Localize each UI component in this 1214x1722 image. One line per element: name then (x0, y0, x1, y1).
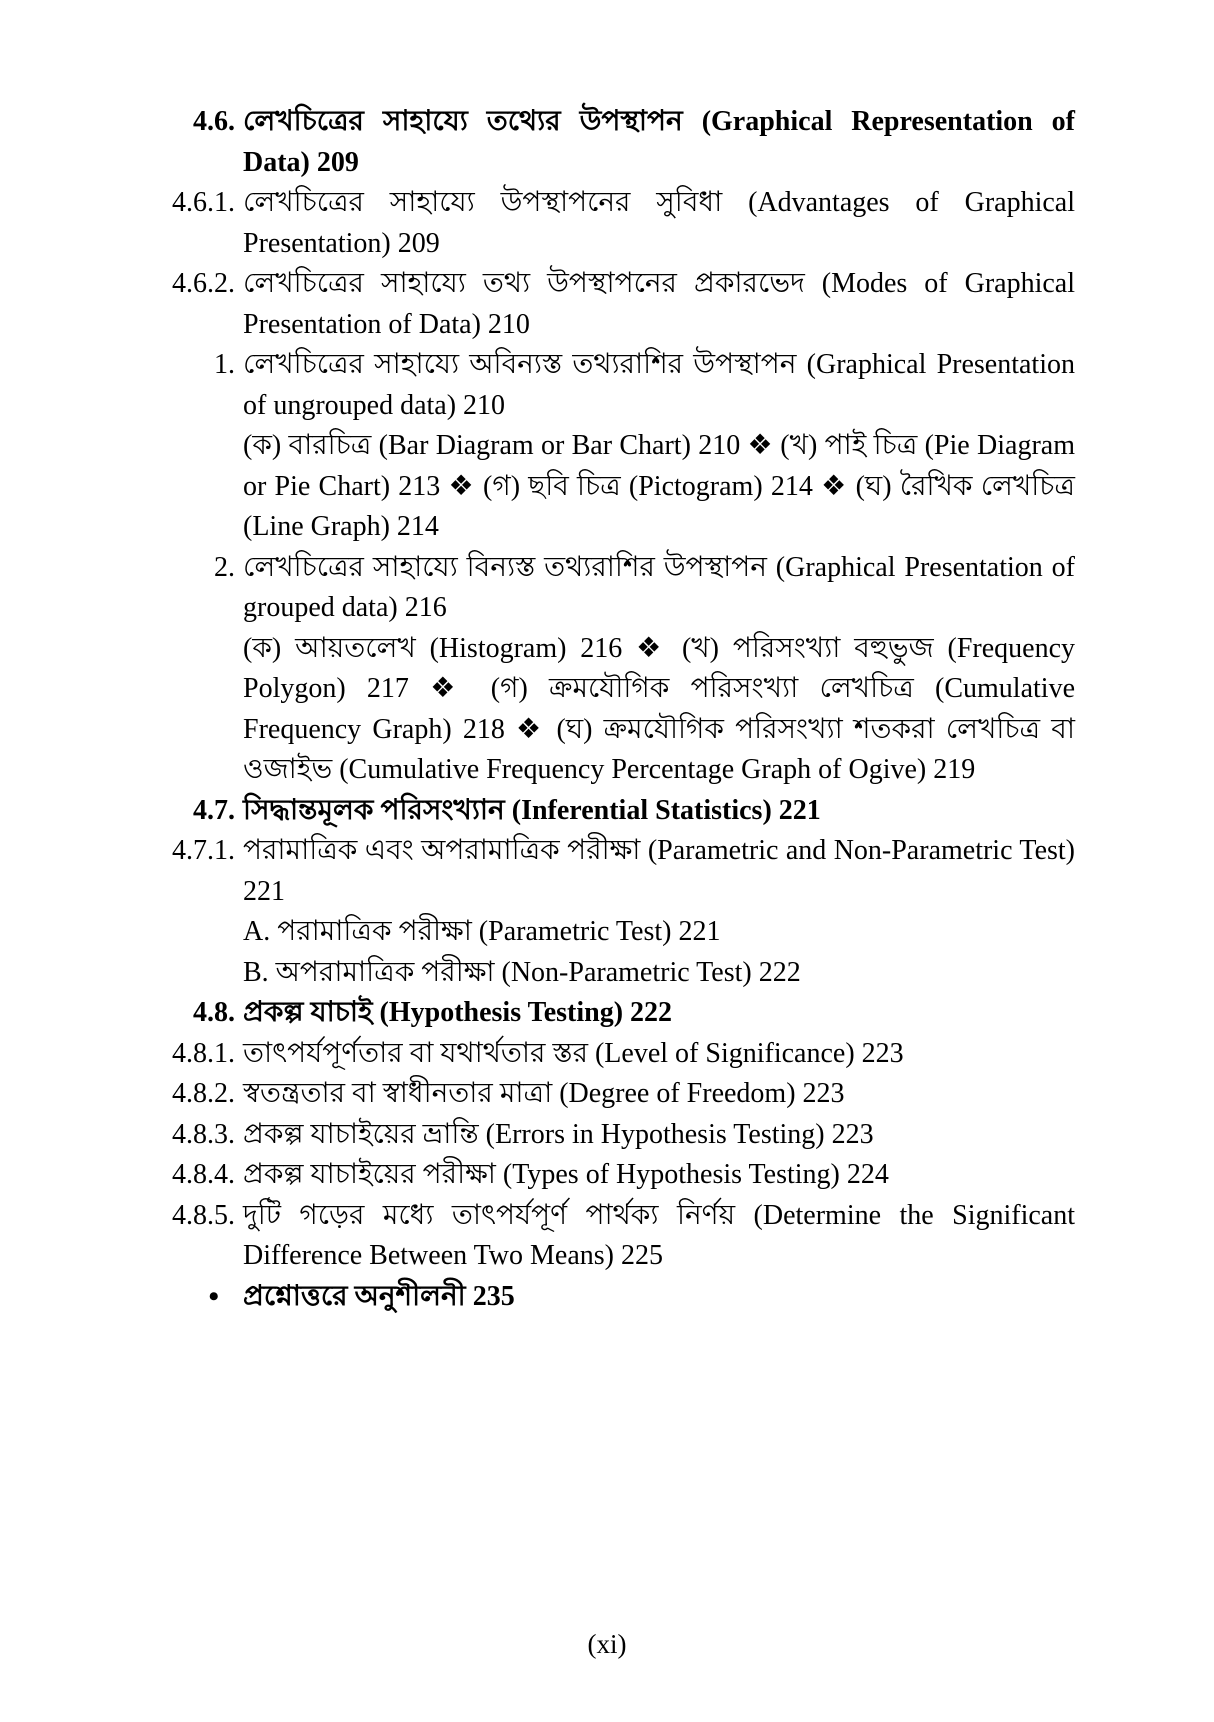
toc-entry (155, 345, 1075, 426)
entry-text: তাৎপর্যপূর্ণতার বা যথার্থতার স্তর (Level of Significance) 223 (243, 1037, 904, 1069)
entry-text: লেখচিত্রের সাহায্যে তথ্যের উপস্থাপন (Graphical Representation of Data) 209 (243, 106, 1075, 178)
toc-entry (155, 1074, 1075, 1115)
entry-text: লেখচিত্রের সাহায্যে বিন্যস্ত তথ্যরাশির উপস্থাপন (Graphical Presentation of grouped data) 216 (243, 551, 1075, 623)
toc-entry (155, 1115, 1075, 1156)
toc-entry (155, 1155, 1075, 1196)
toc-entry (155, 831, 1075, 912)
toc-entry (155, 912, 1075, 953)
toc-entry (155, 629, 1075, 791)
entry-text: B. অপরামাত্রিক পরীক্ষা (Non-Parametric Test) 222 (243, 956, 801, 988)
entry-number-label: 4.6.2. (172, 268, 235, 299)
page-footer (0, 1626, 1214, 1662)
entry-text: প্রশ্নোত্তরে অনুশীলনী 235 (243, 1280, 515, 1312)
entry-number-label: 4.8.5. (172, 1199, 235, 1231)
entry-text: পরামাত্রিক এবং অপরামাত্রিক পরীক্ষা (Parametric and Non-Parametric Test) 221 (243, 835, 1075, 907)
entry-number-label: 4.7.1. (172, 835, 235, 866)
toc-entry (155, 1196, 1075, 1277)
entry-text: স্বতন্ত্রতার বা স্বাধীনতার মাত্রা (Degree of Freedom) 223 (243, 1078, 845, 1109)
entry-text: প্রকল্প যাচাইয়ের ভ্রান্তি (Errors in Hypothesis Testing) 223 (243, 1118, 874, 1150)
page-number: (xi) (587, 1629, 627, 1659)
entry-text: সিদ্ধান্তমূলক পরিসংখ্যান (Inferential Statistics) 221 (243, 794, 821, 826)
entry-text: A. পরামাত্রিক পরীক্ষা (Parametric Test) 221 (243, 916, 721, 947)
entry-text: লেখচিত্রের সাহায্যে উপস্থাপনের সুবিধা (Advantages of Graphical Presentation) 209 (243, 187, 1075, 259)
entry-number-label: 4.8. (193, 997, 235, 1028)
entry-number-label: 2. (214, 551, 235, 583)
toc-entry (155, 1277, 1075, 1318)
entry-text: (ক) বারচিত্র (Bar Diagram or Bar Chart) 210 ❖ (খ) পাই চিত্র (Pie Diagram or Pie Chart) 213 ❖ (গ) ছবি চিত্র (Pictogram) 214 ❖ (ঘ) রৈখিক লেখচিত্র (Line Graph) 214 (243, 430, 1075, 542)
toc-entry (155, 993, 1075, 1034)
entry-text: লেখচিত্রের সাহায্যে অবিন্যস্ত তথ্যরাশির উপস্থাপন (Graphical Presentation of ungrouped data) 210 (243, 349, 1075, 421)
toc-entry (155, 426, 1075, 548)
entry-number-label: 4.8.4. (172, 1159, 235, 1190)
entry-number-label: 1. (214, 349, 235, 380)
toc-entry (155, 264, 1075, 345)
toc-entry (155, 953, 1075, 994)
table-of-contents (155, 102, 1075, 1317)
entry-number-label: • (208, 1279, 219, 1313)
toc-entry (155, 791, 1075, 832)
entry-text: লেখচিত্রের সাহায্যে তথ্য উপস্থাপনের প্রকারভেদ (Modes of Graphical Presentation of Data) 210 (243, 268, 1075, 340)
entry-number-label: 4.8.3. (172, 1118, 235, 1150)
entry-text: প্রকল্প যাচাইয়ের পরীক্ষা (Types of Hypothesis Testing) 224 (243, 1159, 889, 1190)
toc-entry (155, 1034, 1075, 1075)
entry-text: প্রকল্প যাচাই (Hypothesis Testing) 222 (243, 997, 673, 1028)
entry-number-label: 4.6.1. (172, 187, 235, 218)
toc-entry (155, 183, 1075, 264)
entry-text: (ক) আয়তলেখ (Histogram) 216 ❖ (খ) পরিসংখ্যা বহুভুজ (Frequency Polygon) 217 ❖ (গ) ক্রমযৌগিক পরিসংখ্যা লেখচিত্র (Cumulative Frequency Graph) 218 ❖ (ঘ) ক্রমযৌগিক পরিসংখ্যা শতকরা লেখচিত্র বা ওজাইভ (Cumulative Frequency Percentage Graph of Ogive) 219 (243, 632, 1075, 785)
entry-number-label: 4.7. (193, 794, 235, 826)
entry-number-label: 4.8.1. (172, 1037, 235, 1069)
entry-number-label: 4.6. (193, 106, 235, 137)
entry-text: দুটি গড়ের মধ্যে তাৎপর্যপূর্ণ পার্থক্য নির্ণয় (Determine the Significant Difference Between Two Means) 225 (243, 1199, 1075, 1271)
toc-entry (155, 102, 1075, 183)
toc-entry (155, 548, 1075, 629)
entry-number-label: 4.8.2. (172, 1078, 235, 1109)
